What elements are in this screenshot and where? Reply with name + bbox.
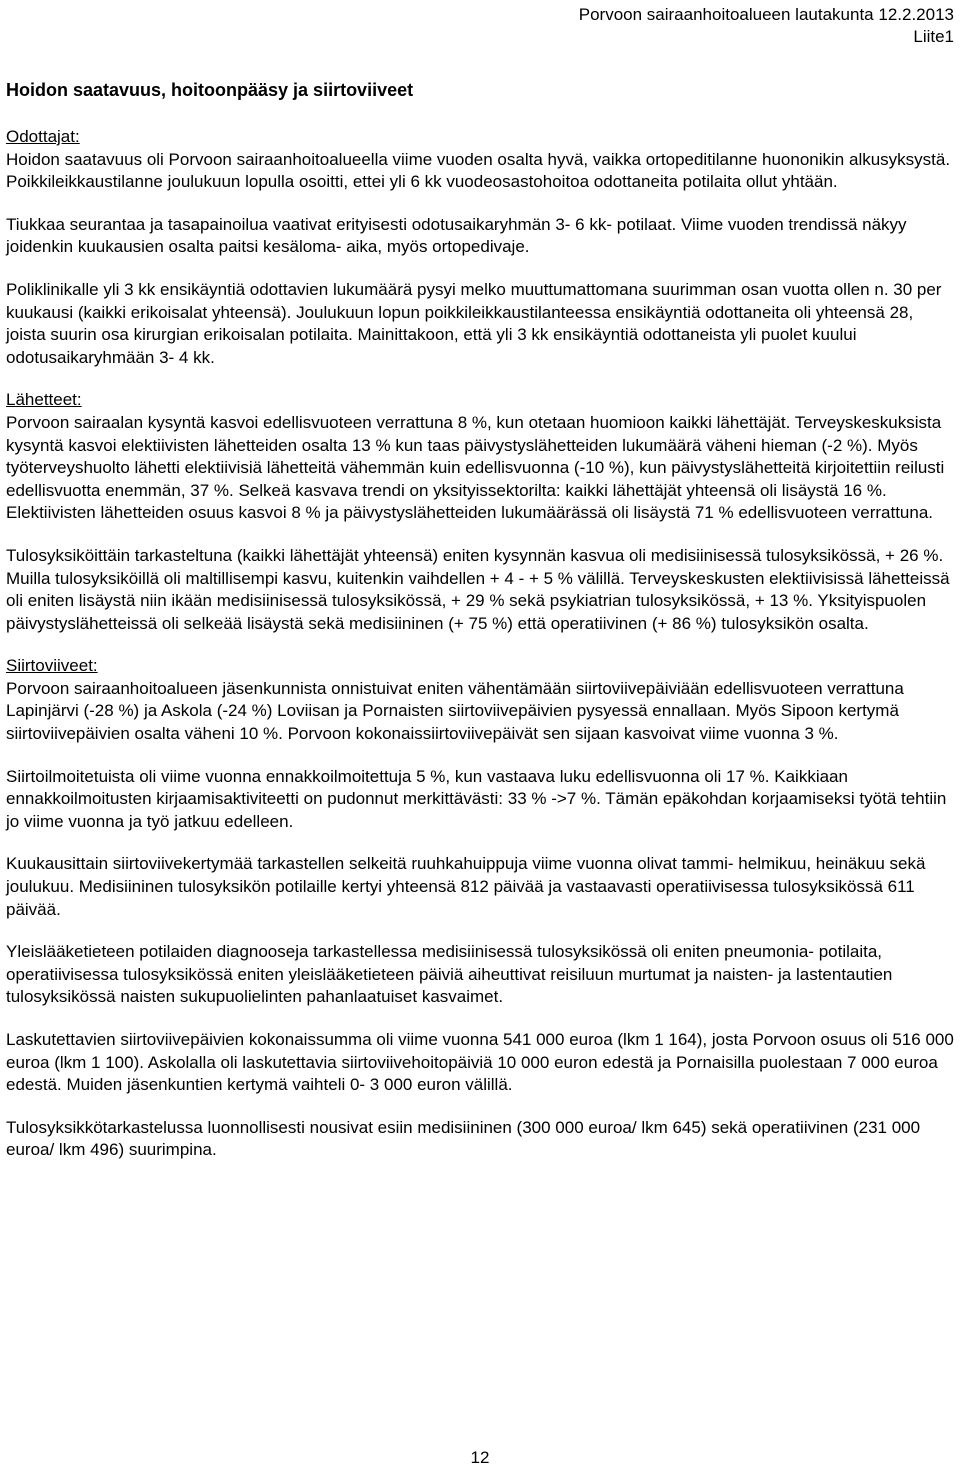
section-heading-referrals: Lähetteet: xyxy=(6,390,82,410)
section-heading-waiting: Odottajat: xyxy=(6,127,80,146)
document-header xyxy=(579,4,954,48)
section-waiting xyxy=(6,126,954,369)
paragraph: Tulosyksiköittäin tarkasteltuna (kaikki lähettäjät yhteensä) eniten kysynnän kasvua oli medisiinisessä tulosyksikössä, + 26 %. Muilla tulosyksiköillä oli maltillisempi kasvu, kuitenkin vaihdellen + 4 - + 5 % välillä. Terveyskeskusten elektiivisissä lähetteissä oli eniten lisäystä niin ikään medisiinisessä tulosyksikössä, + 29 % sekä psykiatrian tulosyksikössä, + 13 %. Yksityispuolen päivystyslähetteissä oli selkeää lisäystä sekä medisiininen (+ 75 %) että operatiivinen (+ 86 %) tulosyksikön osalta. xyxy=(6,545,950,633)
page-number: 12 xyxy=(470,1448,490,1467)
section-referrals xyxy=(6,389,954,635)
document-title: Hoidon saatavuus, hoitoonpääsy ja siirtoviiveet xyxy=(6,80,414,100)
section-heading-transfer-delays: Siirtoviiveet: xyxy=(6,656,98,676)
paragraph: Kuukausittain siirtoviivekertymää tarkastellen selkeitä ruuhkahuippuja viime vuonna olivat tammi- helmikuu, heinäkuu sekä joulukuu. Medisiininen tulosyksikön potilaille kertyi yhteensä 812 päivää ja vastaavasti operatiivisessa tulosyksikössä 611 päivää. xyxy=(6,854,926,919)
paragraph: Porvoon sairaalan kysyntä kasvoi edellisvuoteen verrattuna 8 %, kun otetaan huomioon kaikki lähettäjät. Terveyskeskuksista kysyntä kasvoi elektiivisten lähetteiden osalta 13 % kun taas päivystyslähetteiden lukumäärä väheni hieman (-2 %). Myös työterveyshuolto lähetti elektiivisiä lähetteitä vähemmän kuin edellisvuonna (-10 %), kun päivystyslähetteitä kirjoitettiin reilusti edellisvuotta enemmän, 37 %. Selkeä kasvava trendi on yksityissektorilta: kaikki lähettäjät yhteensä oli lisäystä 16 %. Elektiivisten lähetteiden osuus kasvoi 8 % ja päivystyslähetteiden lukumäärässä oli lisäystä 71 % edellisvuoteen verrattuna. xyxy=(6,412,945,523)
paragraph: Yleislääketieteen potilaiden diagnooseja tarkastellessa medisiinisessä tulosyksikössä oli eniten pneumonia- potilaita, operatiivisessa tulosyksikössä eniten yleislääketieteen päiviä aiheuttivat reisiluun murtumat ja naisten- ja lastentautien tulosyksikössä naisten sukupuolielinten pahanlaatuiset kasvaimet. xyxy=(6,942,893,1007)
header-appendix-label: Liite1 xyxy=(913,27,954,46)
paragraph: Laskutettavien siirtoviivepäivien kokonaissumma oli viime vuonna 541 000 euroa (lkm 1 164), josta Porvoon osuus oli 516 000 euroa (lkm 1 100). Askolalla oli laskutettavia siirtoviivehoitopäiviä 10 000 euron edestä ja Pornaisilla puolestaan 7 000 euroa edestä. Muiden jäsenkuntien kertymä vaihteli 0- 3 000 euron välillä. xyxy=(6,1030,954,1095)
paragraph: Tulosyksikkötarkastelussa luonnollisesti nousivat esiin medisiininen (300 000 euroa/ lkm 645) sekä operatiivinen (231 000 euroa/ lkm 496) suurimpina. xyxy=(6,1117,921,1160)
paragraph: Poliklinikalle yli 3 kk ensikäyntiä odottavien lukumäärä pysyi melko muuttumattomana suurimman osan vuotta ollen n. 30 per kuukausi (kaikki erikoisalat yhteensä). Joulukuun lopun poikkileikkaustilanteessa ensikäyntiä odottaneita oli yhteensä 28, joista suurin osa kirurgian erikoisalan potilaita. Mainittakoon, että yli 3 kk ensikäyntiä odottaneista yli puolet kuului odotusaikaryhmään 3- 4 kk. xyxy=(6,279,942,367)
paragraph: Hoidon saatavuus oli Porvoon sairaanhoitoalueella viime vuoden osalta hyvä, vaikka ortopeditilanne huononikin alkusyksystä. Poikkileikkaustilanne joulukuun lopulla osoitti, ettei yli 6 kk vuodeosastohoitoa odottaneita potilaita ollut yhtään. xyxy=(6,149,951,192)
paragraph: Tiukkaa seurantaa ja tasapainoilua vaativat erityisesti odotusaikaryhmän 3- 6 kk- potilaat. Viime vuoden trendissä näkyy joidenkin kuukausien osalta paitsi kesäloma- aika, myös ortopedivaje. xyxy=(6,214,907,257)
paragraph: Siirtoilmoitetuista oli viime vuonna ennakkoilmoitettuja 5 %, kun vastaava luku edellisvuonna oli 17 %. Kaikkiaan ennakkoilmoitusten kirjaamisaktiviteetti on pudonnut merkittävästi: 33 % ->7 %. Tämän epäkohdan korjaamiseksi työtä tehtiin jo viime vuonna ja työ jatkuu edelleen. xyxy=(6,766,947,831)
document-body xyxy=(6,126,954,1162)
section-transfer-delays xyxy=(6,655,954,1162)
header-org-line: Porvoon sairaanhoitoalueen lautakunta 12.2.2013 xyxy=(578,5,954,24)
paragraph: Porvoon sairaanhoitoalueen jäsenkunnista onnistuivat eniten vähentämään siirtoviivepäiviään edellisvuoteen verrattuna Lapinjärvi (-28 %) ja Askola (-24 %) Loviisan ja Pornaisten siirtoviivepäivien pysyessä ennallaan. Myös Sipoon kertymä siirtoviivepäivien osalta väheni 10 %. Porvoon kokonaissiirtoviivepäivät sen sijaan kasvoivat viime vuonna 3 %. xyxy=(6,678,904,744)
